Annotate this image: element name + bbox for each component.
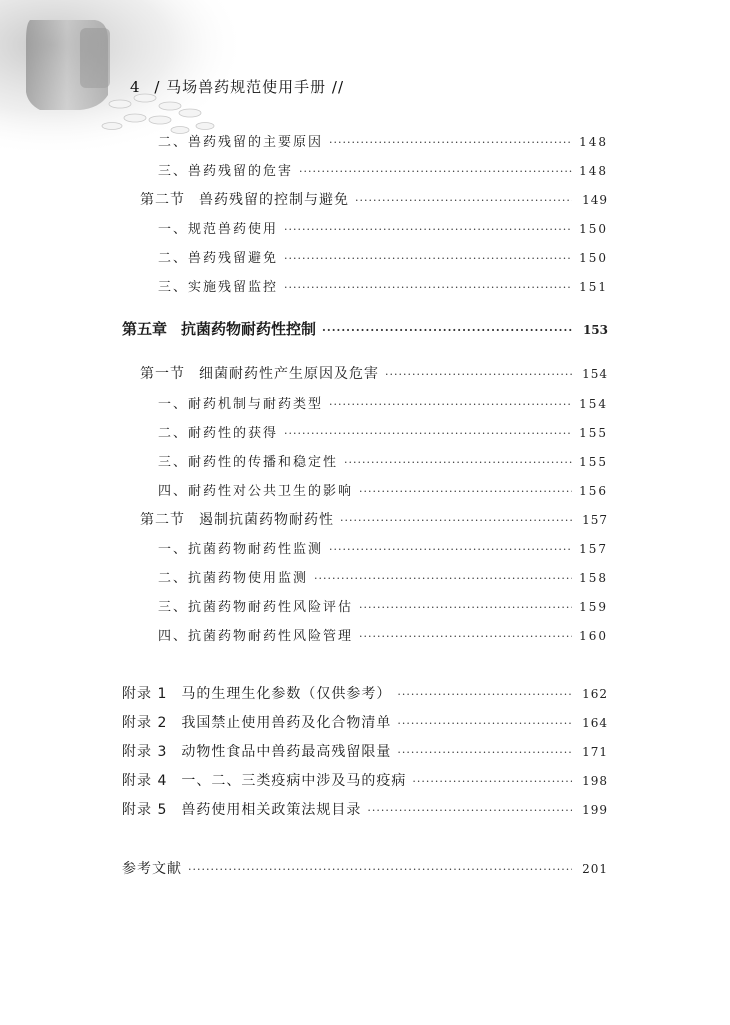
toc-references-label: 参考文献 — [122, 861, 182, 877]
toc-item-label: 三、实施残留监控 — [158, 280, 279, 295]
leader-dots — [284, 281, 572, 294]
toc-page-number: 157 — [582, 513, 608, 527]
toc-item-label: 三、抗菌药物耐药性风险评估 — [158, 600, 354, 615]
leader-dots — [329, 543, 572, 556]
toc-item[interactable] — [158, 276, 608, 295]
toc-page-number: 155 — [579, 455, 608, 469]
toc-section-number: 第一节 — [140, 366, 185, 382]
toc-item-label: 二、耐药性的获得 — [158, 426, 279, 441]
toc-chapter-title: 抗菌药物耐药性控制 — [181, 320, 317, 338]
leader-dots — [367, 804, 572, 817]
toc-section[interactable] — [140, 509, 608, 529]
toc-references[interactable] — [122, 858, 608, 878]
toc-appendix-number: 附录 2 — [122, 715, 168, 731]
toc-section-number: 第二节 — [140, 192, 185, 208]
toc-page-number: 154 — [582, 367, 608, 381]
leader-dots — [359, 601, 572, 614]
toc-appendix-title: 动物性食品中兽药最高残留限量 — [181, 744, 392, 760]
bottle-icon — [26, 20, 110, 110]
toc-item[interactable] — [158, 480, 608, 499]
toc-page-number: 150 — [579, 222, 608, 236]
toc-item[interactable] — [158, 567, 608, 586]
toc-appendix[interactable] — [122, 770, 608, 790]
leader-dots — [314, 572, 572, 585]
leader-dots — [344, 456, 572, 469]
toc-appendix-title: 马的生理生化参数（仅供参考） — [181, 686, 392, 702]
toc-section-title: 细菌耐药性产生原因及危害 — [199, 366, 379, 382]
leader-dots — [322, 324, 572, 337]
leader-dots — [284, 252, 572, 265]
toc-item[interactable] — [158, 218, 608, 237]
toc-appendix[interactable] — [122, 712, 608, 732]
toc-chapter-number: 第五章 — [122, 320, 168, 338]
leader-dots — [299, 165, 572, 178]
toc-page-number: 171 — [582, 745, 608, 759]
toc-page-number: 150 — [579, 251, 608, 265]
toc-item[interactable] — [158, 625, 608, 644]
toc-item[interactable] — [158, 131, 608, 150]
toc-page-number: 149 — [582, 193, 608, 207]
leader-dots — [188, 863, 572, 876]
toc-appendix-title: 一、二、三类疫病中涉及马的疫病 — [181, 773, 407, 789]
leader-dots — [329, 136, 572, 149]
page-number: 4 — [130, 78, 141, 96]
toc-item-label: 二、抗菌药物使用监测 — [158, 571, 309, 586]
leader-dots — [385, 368, 572, 381]
toc-appendix-number: 附录 1 — [122, 686, 168, 702]
leader-dots — [359, 485, 572, 498]
toc-appendix-number: 附录 4 — [122, 773, 168, 789]
toc-item-label: 二、兽药残留避免 — [158, 251, 279, 266]
leader-dots — [284, 223, 572, 236]
toc-item-label: 三、兽药残留的危害 — [158, 164, 294, 179]
toc-item-label: 一、耐药机制与耐药类型 — [158, 397, 324, 412]
leader-dots — [397, 717, 572, 730]
leader-dots — [397, 688, 572, 701]
running-header — [130, 76, 344, 97]
toc-page-number: 160 — [579, 629, 608, 643]
toc-page-number: 164 — [582, 716, 608, 730]
leader-dots — [397, 746, 572, 759]
toc-item[interactable] — [158, 247, 608, 266]
leader-dots — [340, 514, 572, 527]
toc-item[interactable] — [158, 160, 608, 179]
toc-item-label: 二、兽药残留的主要原因 — [158, 135, 324, 150]
toc-section-title: 兽药残留的控制与避免 — [199, 192, 349, 208]
leader-dots — [284, 427, 572, 440]
pill-bottle-decoration — [0, 0, 260, 150]
toc-appendix[interactable] — [122, 799, 608, 819]
toc-item[interactable] — [158, 596, 608, 615]
toc-page-number: 148 — [579, 135, 608, 149]
toc-section[interactable] — [140, 189, 608, 209]
toc-section[interactable] — [140, 363, 608, 383]
toc-appendix-title: 我国禁止使用兽药及化合物清单 — [181, 715, 392, 731]
leader-dots — [412, 775, 572, 788]
toc-appendix-number: 附录 3 — [122, 744, 168, 760]
toc-page-number: 154 — [579, 397, 608, 411]
toc-page-number: 155 — [579, 426, 608, 440]
leader-dots — [359, 630, 572, 643]
leader-dots — [329, 398, 572, 411]
toc-item[interactable] — [158, 538, 608, 557]
toc-page-number: 198 — [582, 774, 608, 788]
toc-item[interactable] — [158, 451, 608, 470]
toc-page-number: 199 — [582, 803, 608, 817]
toc-appendix-title: 兽药使用相关政策法规目录 — [181, 802, 362, 818]
leader-dots — [355, 194, 572, 207]
toc-item-label: 四、抗菌药物耐药性风险管理 — [158, 629, 354, 644]
toc-item-label: 三、耐药性的传播和稳定性 — [158, 455, 339, 470]
toc-page-number: 153 — [582, 323, 608, 337]
toc-appendix[interactable] — [122, 683, 608, 703]
toc-appendix-number: 附录 5 — [122, 802, 168, 818]
toc-page-number: 157 — [579, 542, 608, 556]
toc-item[interactable] — [158, 393, 608, 412]
toc-page-number: 148 — [579, 164, 608, 178]
toc-page-number: 201 — [582, 862, 608, 876]
toc-item-label: 一、抗菌药物耐药性监测 — [158, 542, 324, 557]
toc-section-number: 第二节 — [140, 512, 185, 528]
toc-item-label: 一、规范兽药使用 — [158, 222, 279, 237]
toc-page-number: 151 — [579, 280, 608, 294]
toc-page-number: 158 — [579, 571, 608, 585]
toc-page-number: 156 — [579, 484, 608, 498]
toc-item[interactable] — [158, 422, 608, 441]
toc-item-label: 四、耐药性对公共卫生的影响 — [158, 484, 354, 499]
toc-page-number: 162 — [582, 687, 608, 701]
toc-page-number: 159 — [579, 600, 608, 614]
toc-chapter[interactable] — [122, 318, 608, 339]
running-title: / 马场兽药规范使用手册 // — [154, 78, 345, 96]
toc-section-title: 遏制抗菌药物耐药性 — [199, 512, 334, 528]
toc-appendix[interactable] — [122, 741, 608, 761]
